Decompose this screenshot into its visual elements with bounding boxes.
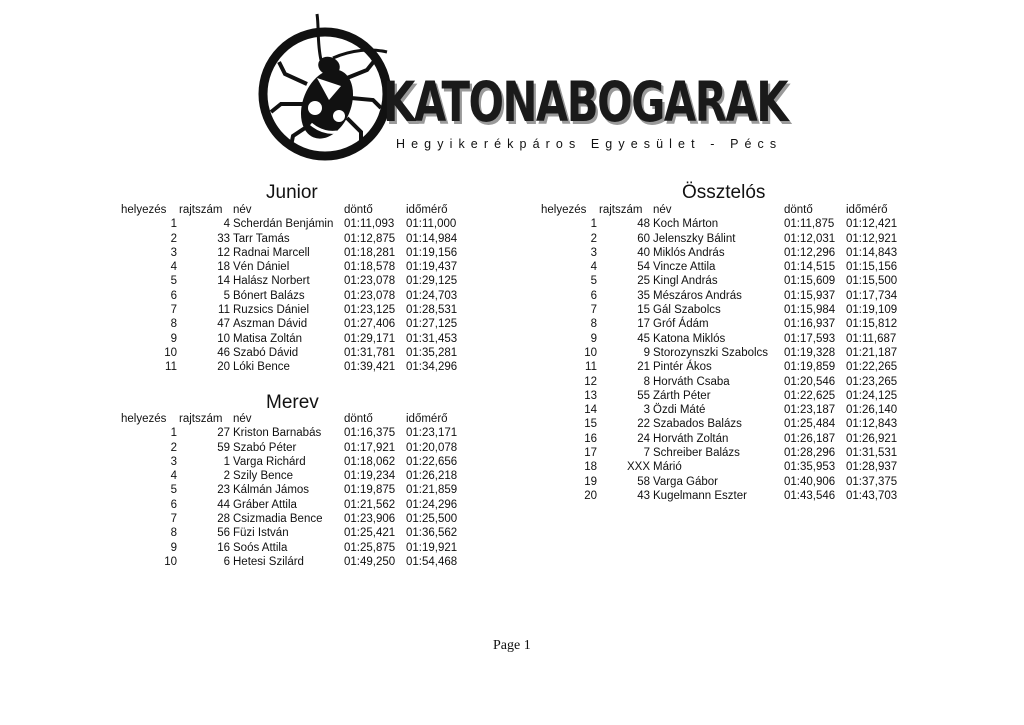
table-row — [121, 274, 468, 288]
header-name: név — [233, 204, 252, 216]
cell-position: 10 — [584, 346, 597, 359]
table-row — [121, 426, 468, 440]
cell-bib: 33 — [217, 232, 230, 245]
table-row — [541, 317, 908, 331]
header-bib: rajtszám — [179, 413, 223, 425]
table-row — [541, 417, 908, 431]
cell-position: 9 — [170, 541, 177, 554]
cell-position: 6 — [170, 289, 177, 302]
cell-name: Csizmadia Bence — [233, 513, 323, 526]
table-row — [121, 217, 468, 231]
cell-name: Gál Szabolcs — [653, 304, 721, 317]
cell-name: Katona Miklós — [653, 332, 726, 345]
cell-timer: 01:25,500 — [406, 513, 458, 526]
cell-name: Ruzsics Dániel — [233, 304, 310, 317]
cell-name: Gróf Ádám — [653, 318, 709, 331]
cell-position: 5 — [170, 484, 177, 497]
table-row — [121, 289, 468, 303]
table-row — [121, 260, 468, 274]
cell-position: 9 — [590, 332, 597, 345]
cell-name: Bónert Balázs — [233, 289, 305, 302]
table-row — [541, 432, 908, 446]
cell-name: Schreiber Balázs — [653, 447, 740, 460]
cell-timer: 01:24,125 — [846, 389, 898, 402]
table-row — [121, 332, 468, 346]
table-row — [121, 303, 468, 317]
cell-position: 8 — [590, 318, 597, 331]
cell-bib: 43 — [637, 489, 650, 502]
table-row — [121, 232, 468, 246]
cell-final: 01:27,406 — [344, 318, 396, 331]
cell-final: 01:15,937 — [784, 289, 836, 302]
cell-position: 3 — [170, 455, 177, 468]
table-row — [121, 512, 468, 526]
cell-final: 01:12,296 — [784, 246, 836, 259]
cell-final: 01:29,171 — [344, 332, 396, 345]
cell-bib: 11 — [218, 304, 230, 317]
cell-final: 01:26,187 — [784, 432, 836, 445]
cell-final: 01:18,578 — [344, 261, 396, 274]
cell-final: 01:19,234 — [344, 470, 396, 483]
cell-bib: 6 — [223, 555, 230, 568]
table-row — [541, 332, 908, 346]
cell-bib: 14 — [217, 275, 230, 288]
cell-timer: 01:29,125 — [406, 275, 458, 288]
cell-position: 14 — [584, 404, 597, 417]
cell-timer: 01:24,296 — [406, 498, 458, 511]
table-row — [541, 232, 908, 246]
cell-name: Gráber Attila — [233, 498, 297, 511]
cell-name: Varga Gábor — [653, 475, 718, 488]
cell-bib: 2 — [223, 470, 230, 483]
cell-position: 19 — [584, 475, 597, 488]
table-row — [541, 389, 908, 403]
header-timer: időmérő — [846, 204, 888, 216]
table-row — [541, 274, 908, 288]
cell-timer: 01:43,703 — [846, 489, 898, 502]
cell-position: 8 — [170, 318, 177, 331]
cell-position: 3 — [170, 246, 177, 259]
cell-timer: 01:36,562 — [406, 527, 458, 540]
cell-position: 11 — [585, 361, 597, 374]
cell-name: Vén Dániel — [233, 261, 290, 274]
cell-position: 5 — [590, 275, 597, 288]
table-row — [121, 346, 468, 360]
cell-timer: 01:21,859 — [406, 484, 458, 497]
cell-bib: 10 — [217, 332, 230, 345]
header-final: döntő — [344, 413, 373, 425]
cell-bib: 16 — [217, 541, 230, 554]
cell-final: 01:16,937 — [784, 318, 836, 331]
cell-timer: 01:15,500 — [846, 275, 898, 288]
cell-bib: 28 — [217, 513, 230, 526]
cell-final: 01:25,875 — [344, 541, 396, 554]
cell-name: Mészáros András — [653, 289, 742, 302]
table-row — [121, 246, 468, 260]
cell-final: 01:12,031 — [784, 232, 836, 245]
cell-bib: 55 — [637, 389, 650, 402]
cell-timer: 01:12,843 — [846, 418, 898, 431]
cell-name: Szabó Péter — [233, 441, 297, 454]
cell-position: 6 — [590, 289, 597, 302]
cell-position: 11 — [165, 361, 177, 374]
cell-final: 01:25,484 — [784, 418, 836, 431]
cell-bib: 12 — [217, 246, 230, 259]
cell-position: 9 — [170, 332, 177, 345]
cell-final: 01:11,875 — [784, 218, 835, 231]
cell-final: 01:35,953 — [784, 461, 836, 474]
table-row — [121, 498, 468, 512]
cell-bib: 35 — [637, 289, 650, 302]
header-timer: időmérő — [406, 413, 448, 425]
cell-final: 01:23,078 — [344, 275, 396, 288]
cell-final: 01:20,546 — [784, 375, 836, 388]
cell-position: 7 — [170, 304, 177, 317]
table-row — [541, 346, 908, 360]
cell-position: 17 — [584, 447, 597, 460]
cell-timer: 01:35,281 — [406, 346, 458, 359]
cell-timer: 01:27,125 — [406, 318, 458, 331]
cell-position: 16 — [584, 432, 597, 445]
table-row — [121, 469, 468, 483]
header-position: helyezés — [121, 204, 167, 216]
cell-final: 01:43,546 — [784, 489, 836, 502]
table-row — [541, 446, 908, 460]
cell-final: 01:19,875 — [344, 484, 396, 497]
cell-position: 12 — [584, 375, 597, 388]
cell-bib: 24 — [637, 432, 650, 445]
cell-name: Soós Attila — [233, 541, 288, 554]
cell-final: 01:23,078 — [344, 289, 396, 302]
cell-timer: 01:19,156 — [406, 246, 458, 259]
cell-position: 15 — [584, 418, 597, 431]
table-row — [541, 403, 908, 417]
cell-name: Szily Bence — [233, 470, 294, 483]
cell-final: 01:22,625 — [784, 389, 836, 402]
cell-final: 01:16,375 — [344, 427, 396, 440]
table-row — [121, 555, 468, 569]
cell-name: Miklós András — [653, 246, 725, 259]
table-row — [121, 483, 468, 497]
cell-timer: 01:15,812 — [846, 318, 898, 331]
cell-name: Scherdán Benjámin — [233, 218, 334, 231]
cell-position: 3 — [590, 246, 597, 259]
cell-bib: 7 — [643, 447, 650, 460]
junior-rows — [121, 217, 468, 374]
table-row — [541, 217, 908, 231]
cell-timer: 01:23,265 — [846, 375, 898, 388]
cell-bib: 48 — [637, 218, 650, 231]
cell-bib: 56 — [217, 527, 230, 540]
cell-final: 01:18,281 — [344, 246, 396, 259]
cell-name: Zárth Péter — [653, 389, 711, 402]
cell-final: 01:21,562 — [344, 498, 396, 511]
cell-bib: 44 — [217, 498, 230, 511]
table-row — [121, 455, 468, 469]
cell-name: Horváth Zoltán — [653, 432, 729, 445]
cell-timer: 01:11,000 — [406, 218, 457, 231]
cell-name: Pintér Ákos — [653, 361, 712, 374]
cell-position: 4 — [170, 261, 177, 274]
cell-timer: 01:21,187 — [846, 346, 898, 359]
cell-position: 20 — [584, 489, 597, 502]
cell-bib: 20 — [217, 361, 230, 374]
cell-timer: 01:34,296 — [406, 361, 458, 374]
header-timer: időmérő — [406, 204, 448, 216]
cell-final: 01:39,421 — [344, 361, 396, 374]
cell-position: 6 — [170, 498, 177, 511]
header-final: döntő — [344, 204, 373, 216]
cell-position: 8 — [170, 527, 177, 540]
table-row — [541, 475, 908, 489]
cell-bib: 17 — [637, 318, 650, 331]
cell-bib: 45 — [637, 332, 650, 345]
cell-timer: 01:22,265 — [846, 361, 898, 374]
cell-timer: 01:17,734 — [846, 289, 898, 302]
cell-position: 18 — [584, 461, 597, 474]
cell-name: Halász Norbert — [233, 275, 310, 288]
cell-timer: 01:31,531 — [846, 447, 898, 460]
merev-results-table — [121, 412, 468, 569]
cell-bib: 21 — [637, 361, 650, 374]
cell-final: 01:19,328 — [784, 346, 836, 359]
table-row — [121, 541, 468, 555]
cell-timer: 01:28,937 — [846, 461, 898, 474]
cell-name: Füzi István — [233, 527, 289, 540]
header-name: név — [233, 413, 252, 425]
cell-timer: 01:19,109 — [846, 304, 898, 317]
table-header-row — [121, 203, 468, 217]
header-name: név — [653, 204, 672, 216]
cell-timer: 01:15,156 — [846, 261, 898, 274]
cell-name: Koch Márton — [653, 218, 719, 231]
cell-position: 2 — [170, 232, 177, 245]
table-row — [121, 360, 468, 374]
cell-name: Kugelmann Eszter — [653, 489, 747, 502]
cell-final: 01:17,921 — [344, 441, 396, 454]
cell-name: Horváth Csaba — [653, 375, 730, 388]
cell-position: 4 — [590, 261, 597, 274]
cell-bib: 59 — [217, 441, 230, 454]
cell-position: 1 — [170, 427, 177, 440]
cell-bib: 23 — [217, 484, 230, 497]
cell-timer: 01:24,703 — [406, 289, 458, 302]
cell-position: 2 — [170, 441, 177, 454]
cell-position: 13 — [584, 389, 597, 402]
cell-final: 01:18,062 — [344, 455, 396, 468]
cell-final: 01:23,906 — [344, 513, 396, 526]
cell-name: Matisa Zoltán — [233, 332, 303, 345]
cell-position: 1 — [170, 218, 177, 231]
club-logo — [255, 12, 788, 162]
cell-name: Özdi Máté — [653, 404, 706, 417]
cell-timer: 01:11,687 — [846, 332, 897, 345]
cell-timer: 01:19,921 — [406, 541, 458, 554]
cell-final: 01:49,250 — [344, 555, 396, 568]
cell-timer: 01:19,437 — [406, 261, 458, 274]
cell-position: 10 — [164, 555, 177, 568]
cell-timer: 01:23,171 — [406, 427, 458, 440]
cell-name: Vincze Attila — [653, 261, 716, 274]
cell-final: 01:14,515 — [784, 261, 836, 274]
cell-bib: 18 — [217, 261, 230, 274]
table-row — [121, 441, 468, 455]
cell-timer: 01:31,453 — [406, 332, 458, 345]
cell-name: Radnai Marcell — [233, 246, 310, 259]
cell-final: 01:25,421 — [344, 527, 396, 540]
cell-final: 01:28,296 — [784, 447, 836, 460]
cell-position: 4 — [170, 470, 177, 483]
cell-final: 01:15,984 — [784, 304, 836, 317]
table-row — [541, 303, 908, 317]
cell-position: 2 — [590, 232, 597, 245]
cell-name: Lóki Bence — [233, 361, 290, 374]
cell-position: 7 — [590, 304, 597, 317]
cell-timer: 01:26,921 — [846, 432, 898, 445]
cell-position: 7 — [170, 513, 177, 526]
cell-timer: 01:28,531 — [406, 304, 458, 317]
table-row — [541, 289, 908, 303]
cell-name: Szabó Dávid — [233, 346, 299, 359]
table-row — [541, 260, 908, 274]
cell-final: 01:17,593 — [784, 332, 836, 345]
cell-position: 1 — [590, 218, 597, 231]
page-number: Page 1 — [493, 638, 531, 653]
cell-final: 01:23,187 — [784, 404, 836, 417]
cell-final: 01:12,875 — [344, 232, 396, 245]
header-final: döntő — [784, 204, 813, 216]
cell-name: Szabados Balázs — [653, 418, 742, 431]
cell-timer: 01:37,375 — [846, 475, 898, 488]
cell-timer: 01:22,656 — [406, 455, 458, 468]
header-position: helyezés — [541, 204, 587, 216]
table-header-row — [121, 412, 468, 426]
cell-timer: 01:12,921 — [846, 232, 898, 245]
cell-timer: 01:26,140 — [846, 404, 898, 417]
cell-timer: 01:26,218 — [406, 470, 458, 483]
cell-name: Tarr Tamás — [233, 232, 290, 245]
cell-name: Kingl András — [653, 275, 718, 288]
header-bib: rajtszám — [599, 204, 643, 216]
cell-position: 10 — [164, 346, 177, 359]
cell-bib: 40 — [637, 246, 650, 259]
cell-bib: 1 — [223, 455, 230, 468]
cell-final: 01:40,906 — [784, 475, 836, 488]
cell-bib: 5 — [223, 289, 230, 302]
cell-timer: 01:14,843 — [846, 246, 898, 259]
cell-final: 01:11,093 — [344, 218, 395, 231]
table-row — [121, 317, 468, 331]
cell-bib: 54 — [637, 261, 650, 274]
cell-timer: 01:14,984 — [406, 232, 458, 245]
cell-bib: 47 — [217, 318, 230, 331]
cell-bib: 3 — [643, 404, 650, 417]
cell-bib: 25 — [637, 275, 650, 288]
overall-rows — [541, 217, 908, 503]
junior-title: Junior — [266, 182, 318, 203]
cell-bib: 22 — [637, 418, 650, 431]
merev-rows — [121, 426, 468, 569]
table-header-row — [541, 203, 908, 217]
cell-name: Aszman Dávid — [233, 318, 308, 331]
overall-results-table — [541, 203, 908, 503]
table-row — [541, 375, 908, 389]
cell-timer: 01:12,421 — [846, 218, 898, 231]
cell-name: Kálmán Jámos — [233, 484, 310, 497]
table-row — [121, 526, 468, 540]
cell-final: 01:23,125 — [344, 304, 396, 317]
overall-title: Össztelós — [682, 182, 766, 203]
cell-name: Varga Richárd — [233, 455, 306, 468]
table-row — [541, 489, 908, 503]
cell-name: Kriston Barnabás — [233, 427, 322, 440]
merev-title: Merev — [266, 392, 319, 413]
cell-name: Jelenszky Bálint — [653, 232, 736, 245]
cell-bib: 8 — [643, 375, 650, 388]
cell-timer: 01:54,468 — [406, 555, 458, 568]
cell-bib: 15 — [637, 304, 650, 317]
cell-bib: 9 — [643, 346, 650, 359]
logo-subtitle: Hegyikerékpáros Egyesület - Pécs — [396, 137, 783, 151]
junior-results-table — [121, 203, 468, 375]
cell-position: 5 — [170, 275, 177, 288]
cell-bib: 4 — [223, 218, 230, 231]
header-position: helyezés — [121, 413, 167, 425]
cell-final: 01:15,609 — [784, 275, 836, 288]
cell-bib: 60 — [637, 232, 650, 245]
table-row — [541, 360, 908, 374]
cell-bib: 58 — [637, 475, 650, 488]
logo-wordmark: KATONABOGARAK — [383, 70, 788, 134]
table-row — [541, 460, 908, 474]
cell-timer: 01:20,078 — [406, 441, 458, 454]
header-bib: rajtszám — [179, 204, 223, 216]
cell-final: 01:31,781 — [344, 346, 396, 359]
cell-bib: XXX — [626, 461, 650, 474]
cell-name: Storozynszki Szabolcs — [653, 346, 769, 359]
cell-bib: 46 — [217, 346, 230, 359]
cell-name: Márió — [653, 461, 682, 474]
cell-final: 01:19,859 — [784, 361, 836, 374]
cell-bib: 27 — [217, 427, 230, 440]
cell-name: Hetesi Szilárd — [233, 555, 304, 568]
table-row — [541, 246, 908, 260]
